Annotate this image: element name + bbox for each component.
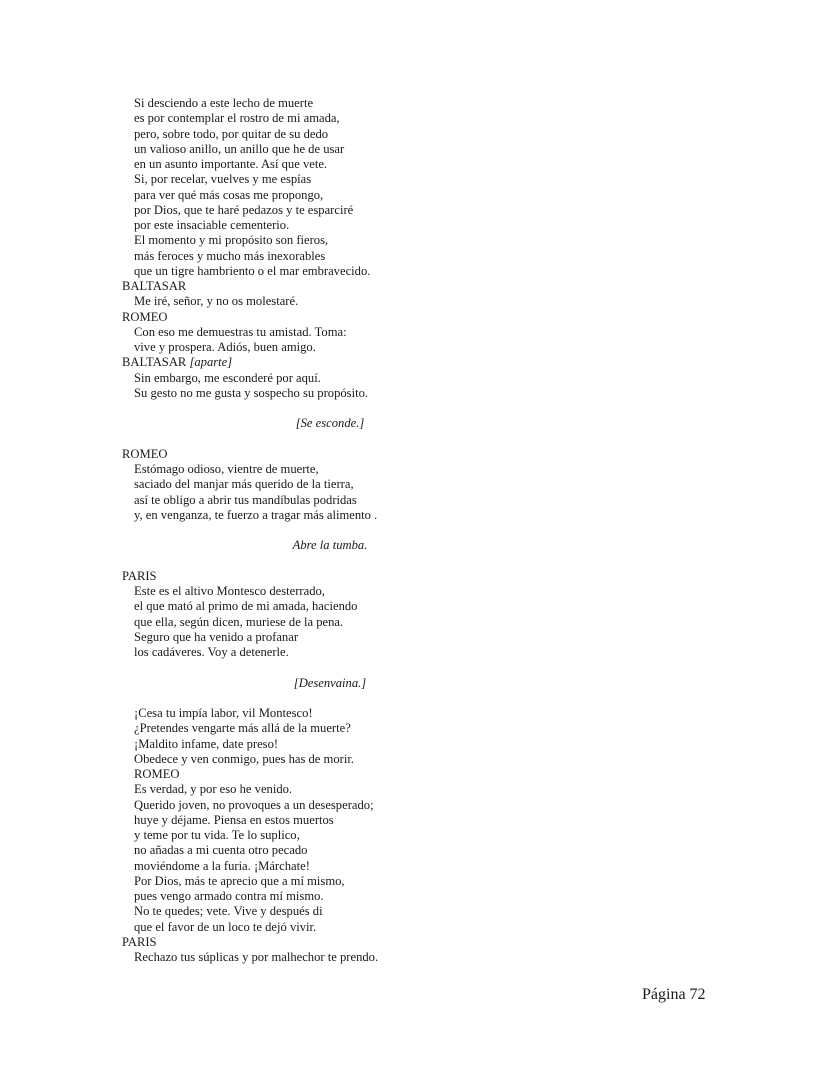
verse-line: moviéndome a la furia. ¡Márchate! — [134, 858, 310, 873]
speaker-name — [122, 310, 582, 325]
verse-line: Querido joven, no provoques a un desesperado; — [134, 797, 374, 812]
verse-line: ¡Maldito infame, date preso! — [134, 736, 279, 751]
verse-line: ROMEO — [134, 767, 180, 781]
speaker-label: BALTASAR — [122, 279, 187, 293]
aside-direction: [aparte] — [189, 355, 233, 370]
stage-direction: [Se esconde.] — [295, 416, 365, 431]
verse-line: El momento y mi propósito son fieros, — [134, 233, 329, 248]
verse-line: así te obligo a abrir tus mandíbulas podridas — [134, 492, 357, 507]
blank-line — [122, 691, 582, 706]
verse-line: Sin embargo, me esconderé por aquí. — [134, 370, 321, 385]
verse-line: por este insaciable cementerio. — [134, 218, 290, 232]
verse-line: Su gesto no me gusta y sospecho su propósito. — [134, 385, 369, 400]
speaker-name — [122, 935, 582, 950]
speaker-name — [122, 447, 582, 462]
page-number: Página 72 — [642, 986, 706, 1003]
stage-direction: [Desenvaina.] — [293, 675, 367, 690]
speaker-label: PARIS — [122, 934, 157, 949]
verse-line: un valioso anillo, un anillo que he de usar — [134, 141, 345, 156]
blank-line — [122, 432, 582, 447]
blank-line — [122, 660, 582, 675]
verse-line: no añadas a mi cuenta otro pecado — [134, 843, 308, 858]
verse-line: Si desciendo a este lecho de muerte — [134, 96, 314, 110]
verse-line: en un asunto importante. Así que vete. — [134, 157, 328, 171]
verse-line: ¿Pretendes vengarte más allá de la muerte? — [134, 721, 351, 736]
verse-line: por Dios, que te haré pedazos y te esparciré — [134, 202, 354, 217]
verse-line: saciado del manjar más querido de la tierra, — [134, 477, 354, 492]
speaker-label: PARIS — [122, 568, 157, 583]
verse-line: Rechazo tus súplicas y por malhechor te prendo. — [134, 950, 379, 964]
verse-line: que el favor de un loco te dejó vivir. — [134, 919, 317, 934]
play-text — [122, 96, 582, 965]
speaker-name — [122, 355, 582, 370]
verse-line: Me iré, señor, y no os molestaré. — [134, 294, 299, 309]
verse-line: y teme por tu vida. Te lo suplico, — [134, 828, 300, 842]
verse-line: Estómago odioso, vientre de muerte, — [134, 462, 319, 476]
blank-line — [122, 523, 582, 538]
verse-line: Por Dios, más te aprecio que a mí mismo, — [134, 873, 345, 888]
speaker-label: ROMEO — [122, 309, 168, 324]
verse-line: No te quedes; vete. Vive y después di — [134, 904, 323, 919]
verse-line: los cadáveres. Voy a detenerle. — [134, 645, 289, 659]
speaker-name — [122, 279, 582, 294]
blank-line — [122, 554, 582, 569]
stage-direction: Abre la tumba. — [292, 538, 368, 553]
verse-line: es por contemplar el rostro de mi amada, — [134, 111, 340, 126]
verse-line: más feroces y mucho más inexorables — [134, 248, 326, 263]
verse-line: pero, sobre todo, por quitar de su dedo — [134, 126, 329, 141]
verse-line: el que mató al primo de mi amada, haciendo — [134, 599, 358, 614]
verse-line: Obedece y ven conmigo, pues has de morir. — [134, 751, 354, 766]
verse-line: Este es el altivo Montesco desterrado, — [134, 584, 325, 598]
verse-line: Es verdad, y por eso he venido. — [134, 782, 293, 797]
verse-line: y, en venganza, te fuerzo a tragar más alimento . — [134, 507, 378, 522]
verse-line: para ver qué más cosas me propongo, — [134, 187, 324, 202]
verse-line: Seguro que ha venido a profanar — [134, 629, 299, 644]
speaker-name — [122, 569, 582, 584]
verse-line: que un tigre hambriento o el mar embravecido. — [134, 263, 371, 278]
verse-line: Si, por recelar, vuelves y me espías — [134, 172, 312, 187]
verse-line: que ella, según dicen, muriese de la pena. — [134, 614, 344, 629]
speaker-label: BALTASAR — [122, 355, 187, 370]
speaker-label: ROMEO — [122, 446, 168, 461]
verse-line: pues vengo armado contra mí mismo. — [134, 889, 324, 903]
verse-line: vive y prospera. Adiós, buen amigo. — [134, 340, 316, 354]
verse-line: ¡Cesa tu impía labor, vil Montesco! — [134, 706, 313, 720]
verse-line: Con eso me demuestras tu amistad. Toma: — [134, 324, 347, 339]
blank-line — [122, 401, 582, 416]
verse-line: huye y déjame. Piensa en estos muertos — [134, 812, 334, 827]
